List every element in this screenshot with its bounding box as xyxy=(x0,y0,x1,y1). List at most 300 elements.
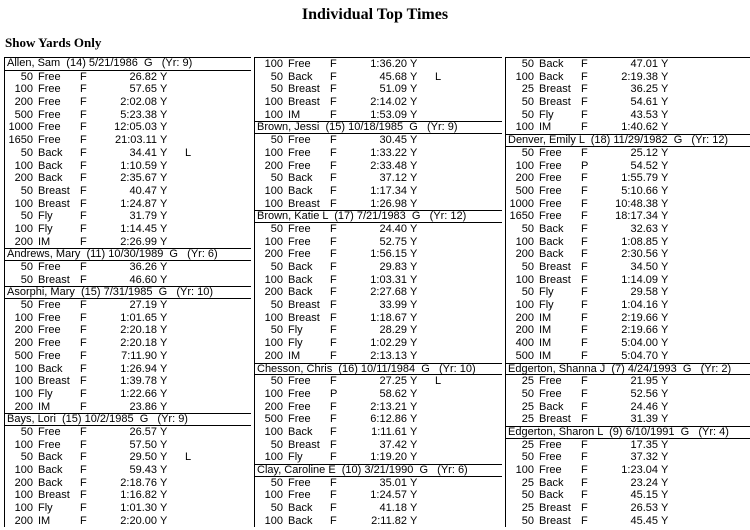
cell-distance: 50 xyxy=(270,222,283,235)
cell-unit: Y xyxy=(160,489,168,502)
time-row xyxy=(5,426,251,439)
cell-distance: 25 xyxy=(521,502,534,515)
cell-stroke: Back xyxy=(288,261,313,273)
cell-course: F xyxy=(330,438,337,451)
time-row xyxy=(506,451,750,464)
cell-flag xyxy=(673,375,698,388)
cell-course: F xyxy=(581,248,588,261)
cell-course: F xyxy=(80,70,87,83)
cell-time: 2:19.38 xyxy=(621,70,658,83)
cell-course: F xyxy=(581,489,588,502)
cell-distance: 1650 xyxy=(8,134,33,147)
cell-distance: 50 xyxy=(521,514,534,527)
time-row xyxy=(255,83,502,96)
cell-unit: Y xyxy=(661,286,669,299)
cell-distance: 100 xyxy=(515,121,534,134)
cell-course: F xyxy=(80,464,87,476)
cell-stroke: Back xyxy=(288,425,313,438)
cell-course: F xyxy=(80,362,87,375)
cell-course: F xyxy=(330,476,337,489)
cell-unit: Y xyxy=(661,146,669,159)
cell-distance: 100 xyxy=(14,222,33,235)
cell-course: F xyxy=(581,438,588,451)
cell-time: 1:10.59 xyxy=(120,159,157,172)
time-row xyxy=(506,515,750,528)
cell-distance: 25 xyxy=(521,83,534,96)
cell-course: F xyxy=(80,108,87,121)
cell-flag xyxy=(172,401,197,414)
cell-stroke: Free xyxy=(539,184,562,197)
time-row xyxy=(506,172,750,185)
cell-flag xyxy=(673,324,698,337)
cell-unit: Y xyxy=(160,210,168,223)
cell-stroke: IM xyxy=(288,349,301,362)
cell-unit: Y xyxy=(410,96,418,109)
cell-flag xyxy=(673,515,698,528)
time-row xyxy=(5,147,251,160)
cell-distance: 50 xyxy=(521,451,534,464)
time-row xyxy=(506,401,750,414)
cell-course: F xyxy=(581,451,588,464)
cell-unit: Y xyxy=(410,222,418,235)
cell-distance: 100 xyxy=(515,273,534,286)
cell-course: F xyxy=(80,210,87,223)
cell-stroke: Breast xyxy=(38,375,70,388)
cell-time: 2:26.99 xyxy=(120,235,157,248)
time-row xyxy=(506,236,750,249)
cell-stroke: Back xyxy=(288,172,313,185)
time-row xyxy=(5,160,251,173)
swimmer-header: Denver, Emily L (18) 11/29/1982 G (Yr: 12) xyxy=(506,134,750,147)
cell-course: F xyxy=(581,464,588,476)
cell-course: F xyxy=(80,438,87,451)
cell-distance: 25 xyxy=(521,438,534,451)
cell-course: F xyxy=(330,311,337,324)
cell-distance: 50 xyxy=(270,261,283,273)
cell-flag xyxy=(422,109,447,122)
cell-stroke: Back xyxy=(539,70,564,83)
cell-stroke: Free xyxy=(288,235,311,248)
cell-time: 29.58 xyxy=(630,286,658,299)
cell-flag xyxy=(673,96,698,109)
cell-time: 2:20.00 xyxy=(120,514,157,527)
cell-flag xyxy=(673,210,698,223)
cell-unit: Y xyxy=(661,502,669,515)
cell-time: 5:23.38 xyxy=(120,108,157,121)
cell-stroke: Back xyxy=(288,286,313,299)
time-row xyxy=(506,147,750,160)
cell-time: 23.24 xyxy=(630,476,658,489)
cell-course: F xyxy=(80,337,87,350)
cell-stroke: IM xyxy=(288,108,301,121)
cell-course: F xyxy=(80,96,87,109)
cell-unit: Y xyxy=(661,311,669,324)
swimmer-header: Brown, Katie L (17) 7/21/1983 G (Yr: 12) xyxy=(255,210,502,223)
cell-time: 1:33.22 xyxy=(370,146,407,159)
cell-stroke: Back xyxy=(38,362,63,375)
cell-flag xyxy=(422,502,447,515)
time-row xyxy=(255,388,502,401)
cell-flag xyxy=(172,299,197,312)
cell-stroke: Free xyxy=(288,58,311,70)
cell-flag xyxy=(422,248,447,261)
cell-course: F xyxy=(581,83,588,96)
time-row xyxy=(506,312,750,325)
cell-unit: Y xyxy=(661,476,669,489)
cell-flag xyxy=(422,337,447,350)
cell-distance: 25 xyxy=(521,375,534,388)
time-row xyxy=(255,185,502,198)
cell-flag xyxy=(673,71,698,84)
time-row xyxy=(255,223,502,236)
cell-flag xyxy=(172,109,197,122)
cell-time: 1:17.34 xyxy=(370,184,407,197)
cell-course: F xyxy=(330,400,337,413)
cell-time: 1:01.30 xyxy=(120,502,157,515)
time-row xyxy=(255,71,502,84)
cell-course: F xyxy=(581,387,588,400)
cell-distance: 100 xyxy=(14,311,33,324)
cell-distance: 100 xyxy=(264,184,283,197)
time-row xyxy=(5,299,251,312)
cell-time: 27.19 xyxy=(129,299,157,312)
cell-flag: L xyxy=(435,70,442,83)
cell-flag xyxy=(422,83,447,96)
cell-course: F xyxy=(581,311,588,324)
time-row xyxy=(255,477,502,490)
cell-course: F xyxy=(330,70,337,83)
cell-course: F xyxy=(330,197,337,210)
cell-time: 21.95 xyxy=(630,375,658,388)
time-row xyxy=(506,388,750,401)
time-row xyxy=(506,324,750,337)
cell-flag xyxy=(172,388,197,401)
cell-time: 47.01 xyxy=(630,58,658,70)
cell-flag xyxy=(172,489,197,502)
cell-unit: Y xyxy=(661,248,669,261)
cell-flag xyxy=(422,198,447,211)
cell-unit: Y xyxy=(410,375,418,388)
cell-course: F xyxy=(330,159,337,172)
cell-course: F xyxy=(330,299,337,312)
cell-course: P xyxy=(581,159,589,172)
time-row xyxy=(255,375,502,388)
cell-distance: 50 xyxy=(270,476,283,489)
cell-course: F xyxy=(581,184,588,197)
cell-course: F xyxy=(581,337,588,350)
cell-time: 2:33.48 xyxy=(370,159,407,172)
time-row xyxy=(506,439,750,452)
cell-flag xyxy=(172,426,197,439)
cell-time: 18:17.34 xyxy=(615,210,658,223)
cell-flag xyxy=(673,248,698,261)
cell-unit: Y xyxy=(410,299,418,312)
cell-flag xyxy=(673,312,698,325)
cell-distance: 200 xyxy=(14,172,33,185)
cell-stroke: Free xyxy=(539,438,562,451)
cell-stroke: IM xyxy=(38,400,51,413)
cell-stroke: Breast xyxy=(288,83,320,96)
time-row xyxy=(5,83,251,96)
time-row xyxy=(255,413,502,426)
cell-distance: 1000 xyxy=(8,121,33,134)
cell-stroke: Fly xyxy=(288,324,303,337)
time-row xyxy=(5,96,251,109)
cell-time: 45.45 xyxy=(630,514,658,527)
cell-flag xyxy=(673,299,698,312)
cell-flag xyxy=(673,413,698,426)
cell-distance: 200 xyxy=(515,172,534,185)
cell-course: F xyxy=(581,146,588,159)
cell-time: 23.86 xyxy=(129,400,157,413)
time-row xyxy=(255,401,502,414)
cell-course: F xyxy=(581,514,588,527)
cell-flag xyxy=(422,147,447,160)
cell-distance: 100 xyxy=(14,197,33,210)
cell-flag xyxy=(422,134,447,147)
cell-flag xyxy=(172,312,197,325)
cell-distance: 200 xyxy=(264,248,283,261)
cell-flag xyxy=(172,324,197,337)
cell-stroke: Free xyxy=(38,337,61,350)
cell-time: 2:30.56 xyxy=(621,248,658,261)
time-row xyxy=(5,223,251,236)
cell-course: F xyxy=(330,273,337,286)
cell-time: 1:18.67 xyxy=(370,311,407,324)
time-row xyxy=(5,236,251,249)
cell-distance: 100 xyxy=(264,337,283,350)
cell-course: F xyxy=(581,210,588,223)
cell-flag xyxy=(422,172,447,185)
time-row xyxy=(506,274,750,287)
cell-time: 1:24.57 xyxy=(370,489,407,502)
cell-time: 1:26.98 xyxy=(370,197,407,210)
cell-stroke: Free xyxy=(288,400,311,413)
cell-flag xyxy=(673,350,698,363)
cell-stroke: Breast xyxy=(288,299,320,312)
cell-course: F xyxy=(330,324,337,337)
cell-course: F xyxy=(80,261,87,273)
cell-course: F xyxy=(80,324,87,337)
time-row xyxy=(255,261,502,274)
cell-flag xyxy=(673,160,698,173)
cell-unit: Y xyxy=(661,337,669,350)
cell-distance: 50 xyxy=(521,108,534,121)
time-row xyxy=(506,413,750,426)
cell-time: 57.50 xyxy=(129,438,157,451)
cell-unit: Y xyxy=(160,362,168,375)
cell-distance: 200 xyxy=(14,514,33,527)
cell-stroke: Free xyxy=(38,324,61,337)
cell-course: F xyxy=(330,514,337,527)
cell-stroke: Back xyxy=(539,58,564,70)
cell-course: F xyxy=(581,349,588,362)
cell-stroke: Breast xyxy=(288,438,320,451)
cell-unit: Y xyxy=(160,349,168,362)
cell-course: F xyxy=(80,502,87,515)
cell-distance: 100 xyxy=(14,159,33,172)
cell-distance: 50 xyxy=(20,299,33,312)
cell-unit: Y xyxy=(661,261,669,273)
cell-flag xyxy=(172,236,197,249)
cell-distance: 1000 xyxy=(509,197,534,210)
cell-course: F xyxy=(80,146,87,159)
time-row xyxy=(506,96,750,109)
time-row xyxy=(5,464,251,477)
cell-distance: 200 xyxy=(264,286,283,299)
cell-distance: 100 xyxy=(14,387,33,400)
cell-unit: Y xyxy=(661,210,669,223)
cell-stroke: Fly xyxy=(539,108,554,121)
cell-distance: 50 xyxy=(270,70,283,83)
cell-flag xyxy=(172,83,197,96)
time-row xyxy=(255,451,502,464)
cell-stroke: Free xyxy=(539,159,562,172)
cell-course: F xyxy=(581,172,588,185)
cell-distance: 50 xyxy=(521,146,534,159)
cell-unit: Y xyxy=(160,108,168,121)
cell-course: F xyxy=(80,387,87,400)
cell-time: 1:56.15 xyxy=(370,248,407,261)
cell-time: 54.61 xyxy=(630,96,658,109)
cell-stroke: Free xyxy=(38,96,61,109)
cell-time: 36.25 xyxy=(630,83,658,96)
cell-stroke: Free xyxy=(539,387,562,400)
cell-stroke: Free xyxy=(38,299,61,312)
cell-distance: 50 xyxy=(270,83,283,96)
cell-unit: Y xyxy=(661,400,669,413)
cell-course: F xyxy=(80,83,87,96)
cell-stroke: Free xyxy=(38,438,61,451)
cell-course: F xyxy=(330,286,337,299)
cell-time: 52.56 xyxy=(630,387,658,400)
cell-unit: Y xyxy=(160,222,168,235)
cell-unit: Y xyxy=(160,273,168,286)
cell-stroke: Breast xyxy=(539,83,571,96)
cell-flag xyxy=(673,439,698,452)
cell-unit: Y xyxy=(410,197,418,210)
report-column-1 xyxy=(4,57,251,527)
time-row xyxy=(255,299,502,312)
time-row xyxy=(5,451,251,464)
cell-course: F xyxy=(330,413,337,426)
cell-time: 1:03.31 xyxy=(370,273,407,286)
cell-unit: Y xyxy=(661,451,669,464)
time-row xyxy=(5,337,251,350)
cell-flag xyxy=(172,515,197,528)
cell-distance: 50 xyxy=(270,299,283,312)
cell-stroke: Breast xyxy=(539,273,571,286)
time-row xyxy=(506,121,750,134)
cell-stroke: IM xyxy=(38,514,51,527)
cell-time: 34.41 xyxy=(129,146,157,159)
cell-stroke: IM xyxy=(38,235,51,248)
cell-time: 1:01.65 xyxy=(120,311,157,324)
cell-flag xyxy=(422,96,447,109)
cell-time: 1:11.61 xyxy=(371,425,407,438)
time-row xyxy=(5,185,251,198)
cell-unit: Y xyxy=(410,58,418,70)
cell-unit: Y xyxy=(410,134,418,147)
cell-stroke: Breast xyxy=(288,197,320,210)
cell-flag xyxy=(673,58,698,71)
cell-unit: Y xyxy=(661,121,669,134)
cell-time: 34.50 xyxy=(630,261,658,273)
cell-flag xyxy=(422,401,447,414)
cell-stroke: Fly xyxy=(38,502,53,515)
time-row xyxy=(255,236,502,249)
cell-distance: 50 xyxy=(20,425,33,438)
cell-distance: 50 xyxy=(521,489,534,502)
swimmer-header: Bays, Lori (15) 10/2/1985 G (Yr: 9) xyxy=(5,413,251,426)
cell-flag xyxy=(673,274,698,287)
cell-stroke: Free xyxy=(288,489,311,502)
cell-distance: 50 xyxy=(270,324,283,337)
cell-unit: Y xyxy=(661,235,669,248)
cell-stroke: Back xyxy=(38,464,63,476)
cell-flag xyxy=(673,109,698,122)
cell-stroke: Fly xyxy=(38,387,53,400)
cell-unit: Y xyxy=(160,476,168,489)
cell-flag xyxy=(422,160,447,173)
report-column-3 xyxy=(505,57,750,527)
cell-course: F xyxy=(80,299,87,312)
cell-distance: 50 xyxy=(20,70,33,83)
cell-unit: Y xyxy=(410,108,418,121)
cell-distance: 100 xyxy=(264,489,283,502)
cell-time: 12:05.03 xyxy=(114,121,157,134)
cell-course: F xyxy=(80,375,87,388)
cell-stroke: IM xyxy=(539,324,552,337)
cell-flag xyxy=(422,489,447,502)
cell-time: 2:20.18 xyxy=(120,337,157,350)
cell-time: 1:36.20 xyxy=(370,58,407,70)
time-row xyxy=(5,439,251,452)
cell-distance: 50 xyxy=(20,273,33,286)
cell-unit: Y xyxy=(160,172,168,185)
cell-time: 1:55.79 xyxy=(621,172,658,185)
cell-stroke: Breast xyxy=(288,96,320,109)
cell-distance: 50 xyxy=(270,172,283,185)
time-row xyxy=(506,286,750,299)
cell-unit: Y xyxy=(661,413,669,426)
swimmer-header: Allen, Sam (14) 5/21/1986 G (Yr: 9) xyxy=(5,58,251,71)
cell-unit: Y xyxy=(410,172,418,185)
cell-time: 37.32 xyxy=(630,451,658,464)
cell-distance: 100 xyxy=(14,375,33,388)
cell-course: F xyxy=(581,476,588,489)
cell-distance: 100 xyxy=(264,197,283,210)
cell-distance: 50 xyxy=(20,146,33,159)
cell-course: F xyxy=(80,121,87,134)
cell-time: 40.47 xyxy=(129,184,157,197)
cell-course: F xyxy=(581,261,588,273)
time-row xyxy=(5,401,251,414)
cell-flag xyxy=(422,299,447,312)
cell-stroke: Fly xyxy=(539,286,554,299)
cell-time: 26.82 xyxy=(129,70,157,83)
cell-time: 52.75 xyxy=(379,235,407,248)
cell-time: 2:20.18 xyxy=(120,324,157,337)
cell-unit: Y xyxy=(661,489,669,502)
cell-time: 1:08.85 xyxy=(621,235,658,248)
cell-time: 5:04.00 xyxy=(621,337,658,350)
cell-stroke: Fly xyxy=(38,222,53,235)
cell-unit: Y xyxy=(160,83,168,96)
cell-course: F xyxy=(80,159,87,172)
cell-flag xyxy=(673,388,698,401)
time-row xyxy=(255,274,502,287)
